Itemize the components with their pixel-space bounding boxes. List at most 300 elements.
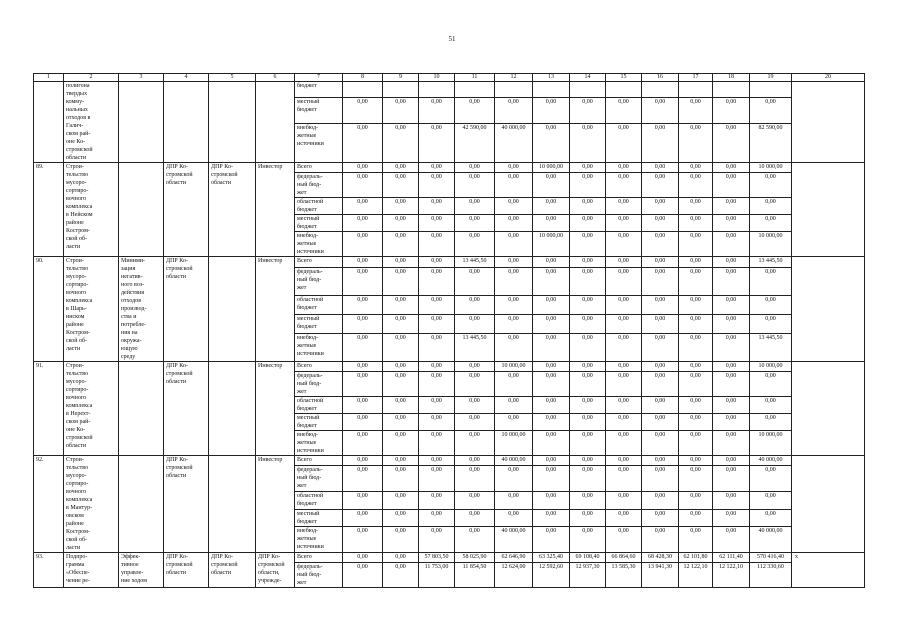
participant-role [256, 82, 295, 163]
amount-cell: 0,00 [570, 397, 606, 414]
amount-cell: 0,00 [713, 198, 750, 215]
amount-cell: 0,00 [679, 163, 713, 173]
column-number: 18 [713, 74, 750, 82]
column-number: 17 [679, 74, 713, 82]
amount-cell: 0,00 [419, 232, 455, 257]
amount-cell: 82 590,00 [750, 124, 792, 163]
amount-cell: 0,00 [383, 296, 419, 315]
amount-cell: 0,00 [606, 372, 642, 397]
amount-cell: 0,00 [642, 215, 679, 232]
item-name: Строи- тельство мусоро- сортиро- вочного комплекса в Мантур- овском районе Костром- ской об- ласти [64, 456, 119, 553]
amount-cell: 13 445,50 [750, 257, 792, 268]
column-number: 8 [343, 74, 383, 82]
amount-cell: 0,00 [713, 397, 750, 414]
indicator-note [792, 362, 865, 456]
amount-cell: 62 646,90 [495, 553, 533, 563]
amount-cell [679, 82, 713, 98]
amount-cell [383, 82, 419, 98]
amount-cell: 0,00 [419, 456, 455, 466]
amount-cell: 0,00 [679, 268, 713, 296]
amount-cell: 0,00 [383, 414, 419, 431]
amount-cell: 0,00 [679, 198, 713, 215]
amount-cell: 0,00 [750, 315, 792, 334]
column-number: 12 [495, 74, 533, 82]
amount-cell: 0,00 [642, 362, 679, 372]
amount-cell: 0,00 [419, 509, 455, 527]
amount-cell: 0,00 [495, 232, 533, 257]
amount-cell: 10 000,00 [533, 163, 570, 173]
amount-cell: 0,00 [343, 296, 383, 315]
amount-cell: 0,00 [713, 527, 750, 553]
amount-cell: 0,00 [419, 372, 455, 397]
amount-cell: 0,00 [455, 397, 495, 414]
amount-cell: 0,00 [750, 198, 792, 215]
amount-cell: 0,00 [570, 268, 606, 296]
amount-cell: 10 000,00 [495, 362, 533, 372]
amount-cell: 0,00 [713, 163, 750, 173]
amount-cell: 12 937,30 [570, 563, 606, 588]
indicator-note: х [792, 553, 865, 588]
amount-cell: 0,00 [679, 257, 713, 268]
amount-cell: 0,00 [383, 163, 419, 173]
amount-cell: 0,00 [383, 456, 419, 466]
amount-cell: 0,00 [343, 97, 383, 123]
funding-source: внебюд- жетные источники [295, 527, 343, 553]
amount-cell: 0,00 [495, 268, 533, 296]
item-goal: Миними- зация негатив- ного воз- действия отходов производ- ства и потребле- ния на окружа- ющую среду [119, 257, 164, 362]
co-executor [209, 82, 256, 163]
amount-cell: 0,00 [750, 97, 792, 123]
amount-cell: 0,00 [383, 124, 419, 163]
amount-cell: 0,00 [679, 372, 713, 397]
amount-cell: 0,00 [642, 414, 679, 431]
funding-source: Всего [295, 163, 343, 173]
amount-cell: 0,00 [642, 397, 679, 414]
amount-cell: 0,00 [642, 466, 679, 492]
amount-cell: 0,00 [455, 456, 495, 466]
amount-cell: 10 000,00 [533, 232, 570, 257]
responsible-executor: ДПР Ко- стромской области [164, 257, 209, 362]
amount-cell: 0,00 [455, 414, 495, 431]
column-number: 3 [119, 74, 164, 82]
amount-cell: 12 624,00 [495, 563, 533, 588]
funding-source: областной бюджет [295, 397, 343, 414]
amount-cell: 0,00 [606, 232, 642, 257]
amount-cell: 0,00 [419, 257, 455, 268]
amount-cell: 0,00 [533, 362, 570, 372]
amount-cell: 0,00 [606, 362, 642, 372]
indicator-note [792, 456, 865, 553]
amount-cell: 0,00 [606, 466, 642, 492]
amount-cell: 0,00 [419, 215, 455, 232]
amount-cell: 0,00 [533, 431, 570, 456]
amount-cell: 0,00 [713, 232, 750, 257]
item-name: Строи- тельство мусоро- сортиро- вочного комплекса в Шарь- инском районе Костром- ской об- ласти [64, 257, 119, 362]
amount-cell: 0,00 [343, 198, 383, 215]
amount-cell: 0,00 [606, 397, 642, 414]
column-number: 9 [383, 74, 419, 82]
amount-cell: 0,00 [606, 124, 642, 163]
amount-cell: 0,00 [679, 124, 713, 163]
amount-cell: 0,00 [343, 163, 383, 173]
amount-cell: 0,00 [713, 268, 750, 296]
funding-source: Всего [295, 456, 343, 466]
funding-source: внебюд- жетные источники [295, 232, 343, 257]
amount-cell: 0,00 [343, 466, 383, 492]
amount-cell: 0,00 [713, 215, 750, 232]
amount-cell: 0,00 [343, 397, 383, 414]
amount-cell: 0,00 [679, 97, 713, 123]
amount-cell: 0,00 [642, 124, 679, 163]
amount-cell: 0,00 [455, 97, 495, 123]
funding-source: внебюд- жетные источники [295, 124, 343, 163]
funding-source: местный бюджет [295, 97, 343, 123]
funding-source: внебюд- жетные источники [295, 431, 343, 456]
funding-source: федераль- ный бюд- жет [295, 173, 343, 198]
amount-cell: 0,00 [750, 509, 792, 527]
co-executor: ДПР Ко- стромской области [209, 553, 256, 588]
table-row [34, 82, 865, 98]
amount-cell: 0,00 [679, 456, 713, 466]
column-number: 13 [533, 74, 570, 82]
amount-cell: 0,00 [419, 466, 455, 492]
amount-cell: 10 000,00 [750, 232, 792, 257]
amount-cell: 0,00 [383, 509, 419, 527]
amount-cell: 0,00 [343, 456, 383, 466]
amount-cell: 0,00 [383, 232, 419, 257]
amount-cell: 0,00 [713, 296, 750, 315]
amount-cell: 0,00 [343, 124, 383, 163]
funding-source: федераль- ный бюд- жет [295, 372, 343, 397]
amount-cell: 0,00 [533, 173, 570, 198]
amount-cell: 0,00 [455, 527, 495, 553]
participant-role: Инвестор [256, 362, 295, 456]
amount-cell: 0,00 [383, 362, 419, 372]
amount-cell: 0,00 [455, 296, 495, 315]
amount-cell: 0,00 [343, 173, 383, 198]
amount-cell: 0,00 [343, 563, 383, 588]
amount-cell: 0,00 [679, 296, 713, 315]
item-number: 92. [34, 456, 64, 553]
amount-cell: 0,00 [642, 198, 679, 215]
amount-cell: 63 325,40 [533, 553, 570, 563]
amount-cell: 0,00 [750, 296, 792, 315]
participant-role: ДПР Ко- стромской области, учрежде- [256, 553, 295, 588]
amount-cell: 0,00 [570, 296, 606, 315]
amount-cell: 0,00 [606, 268, 642, 296]
column-number: 19 [750, 74, 792, 82]
amount-cell: 0,00 [679, 362, 713, 372]
amount-cell [533, 82, 570, 98]
amount-cell: 0,00 [570, 527, 606, 553]
amount-cell: 13 585,30 [606, 563, 642, 588]
funding-source: областной бюджет [295, 492, 343, 510]
amount-cell: 0,00 [679, 315, 713, 334]
amount-cell: 0,00 [750, 492, 792, 510]
amount-cell: 0,00 [495, 198, 533, 215]
amount-cell: 0,00 [419, 397, 455, 414]
amount-cell: 0,00 [533, 456, 570, 466]
amount-cell: 0,00 [455, 268, 495, 296]
amount-cell: 0,00 [383, 563, 419, 588]
amount-cell: 0,00 [343, 553, 383, 563]
amount-cell: 0,00 [679, 431, 713, 456]
column-number: 4 [164, 74, 209, 82]
amount-cell: 0,00 [495, 414, 533, 431]
amount-cell: 0,00 [419, 334, 455, 362]
amount-cell: 570 416,40 [750, 553, 792, 563]
item-goal [119, 163, 164, 257]
item-name: Строи- тельство мусоро- сортиро- вочного комплекса в Нерехт- ском рай- оне Ко- стромской области [64, 362, 119, 456]
participant-role: Инвестор [256, 456, 295, 553]
amount-cell: 0,00 [713, 509, 750, 527]
column-number: 6 [256, 74, 295, 82]
amount-cell: 0,00 [642, 334, 679, 362]
amount-cell: 0,00 [533, 257, 570, 268]
indicator-note [792, 82, 865, 163]
amount-cell: 0,00 [495, 397, 533, 414]
funding-source: местный бюджет [295, 414, 343, 431]
item-goal [119, 82, 164, 163]
amount-cell: 0,00 [606, 97, 642, 123]
amount-cell: 0,00 [606, 414, 642, 431]
amount-cell: 13 445,50 [455, 257, 495, 268]
amount-cell: 0,00 [606, 334, 642, 362]
amount-cell: 0,00 [533, 215, 570, 232]
amount-cell: 0,00 [455, 163, 495, 173]
amount-cell: 0,00 [455, 372, 495, 397]
amount-cell: 0,00 [419, 268, 455, 296]
amount-cell: 58 025,90 [455, 553, 495, 563]
co-executor [209, 362, 256, 456]
funding-source: областной бюджет [295, 296, 343, 315]
item-name: Подпро- грамма «Обеспе- чение ре- [64, 553, 119, 588]
column-number: 7 [295, 74, 343, 82]
amount-cell: 0,00 [713, 257, 750, 268]
item-name: полигона твердых комму- нальных отходов в Галич- ском рай- оне Ко- стромской области [64, 82, 119, 163]
amount-cell: 12 122,10 [679, 563, 713, 588]
funding-source: федераль- ный бюд- жет [295, 466, 343, 492]
amount-cell: 0,00 [455, 198, 495, 215]
amount-cell: 0,00 [642, 315, 679, 334]
amount-cell: 0,00 [679, 232, 713, 257]
amount-cell: 0,00 [679, 466, 713, 492]
amount-cell: 0,00 [642, 163, 679, 173]
amount-cell: 0,00 [383, 372, 419, 397]
amount-cell: 0,00 [750, 414, 792, 431]
amount-cell: 0,00 [455, 315, 495, 334]
amount-cell: 0,00 [495, 492, 533, 510]
amount-cell: 0,00 [606, 296, 642, 315]
item-goal [119, 362, 164, 456]
amount-cell: 0,00 [533, 315, 570, 334]
item-goal [119, 456, 164, 553]
co-executor: ДПР Ко- стромской области [209, 163, 256, 257]
amount-cell: 0,00 [570, 97, 606, 123]
amount-cell: 0,00 [455, 362, 495, 372]
item-number: 90. [34, 257, 64, 362]
amount-cell: 13 445,50 [455, 334, 495, 362]
amount-cell: 0,00 [679, 492, 713, 510]
amount-cell: 112 330,60 [750, 563, 792, 588]
amount-cell: 0,00 [495, 257, 533, 268]
amount-cell: 0,00 [533, 198, 570, 215]
amount-cell: 0,00 [570, 431, 606, 456]
amount-cell: 0,00 [495, 334, 533, 362]
amount-cell: 0,00 [419, 362, 455, 372]
amount-cell: 0,00 [533, 124, 570, 163]
amount-cell: 0,00 [750, 397, 792, 414]
amount-cell: 66 864,60 [606, 553, 642, 563]
amount-cell: 0,00 [383, 257, 419, 268]
amount-cell: 0,00 [713, 431, 750, 456]
column-number: 10 [419, 74, 455, 82]
column-number: 11 [455, 74, 495, 82]
amount-cell: 0,00 [713, 334, 750, 362]
amount-cell: 10 000,00 [750, 362, 792, 372]
amount-cell: 0,00 [606, 257, 642, 268]
amount-cell: 0,00 [343, 527, 383, 553]
amount-cell: 0,00 [383, 397, 419, 414]
amount-cell: 0,00 [533, 527, 570, 553]
funding-source: местный бюджет [295, 315, 343, 334]
amount-cell: 0,00 [713, 173, 750, 198]
amount-cell: 40 000,00 [495, 124, 533, 163]
table-row [34, 163, 865, 173]
amount-cell: 0,00 [533, 372, 570, 397]
amount-cell: 0,00 [642, 456, 679, 466]
amount-cell: 0,00 [533, 466, 570, 492]
amount-cell: 0,00 [570, 414, 606, 431]
amount-cell: 0,00 [533, 334, 570, 362]
amount-cell: 0,00 [570, 315, 606, 334]
amount-cell: 42 590,00 [455, 124, 495, 163]
column-number: 5 [209, 74, 256, 82]
responsible-executor [164, 82, 209, 163]
funding-source: федераль- ный бюд- жет [295, 563, 343, 588]
amount-cell: 0,00 [713, 124, 750, 163]
amount-cell [642, 82, 679, 98]
amount-cell [570, 82, 606, 98]
amount-cell: 0,00 [679, 334, 713, 362]
amount-cell: 0,00 [606, 215, 642, 232]
amount-cell: 0,00 [642, 257, 679, 268]
amount-cell: 0,00 [495, 466, 533, 492]
column-number: 20 [792, 74, 865, 82]
amount-cell: 0,00 [642, 232, 679, 257]
amount-cell: 0,00 [642, 173, 679, 198]
item-number: 93. [34, 553, 64, 588]
amount-cell: 0,00 [570, 173, 606, 198]
amount-cell: 0,00 [606, 315, 642, 334]
amount-cell: 0,00 [642, 492, 679, 510]
amount-cell: 40 000,00 [495, 527, 533, 553]
amount-cell: 0,00 [495, 215, 533, 232]
amount-cell: 0,00 [713, 492, 750, 510]
amount-cell: 0,00 [750, 268, 792, 296]
funding-source: внебюд- жетные источники [295, 334, 343, 362]
amount-cell: 0,00 [419, 315, 455, 334]
amount-cell: 0,00 [533, 397, 570, 414]
amount-cell: 0,00 [383, 466, 419, 492]
amount-cell: 12 592,60 [533, 563, 570, 588]
item-number [34, 82, 64, 163]
amount-cell: 0,00 [713, 456, 750, 466]
amount-cell: 0,00 [455, 431, 495, 456]
column-number: 14 [570, 74, 606, 82]
table-body [34, 74, 865, 588]
amount-cell: 0,00 [495, 163, 533, 173]
amount-cell: 0,00 [343, 334, 383, 362]
amount-cell: 0,00 [642, 372, 679, 397]
amount-cell: 40 000,00 [750, 527, 792, 553]
amount-cell: 0,00 [713, 315, 750, 334]
amount-cell: 68 428,30 [642, 553, 679, 563]
amount-cell: 0,00 [750, 372, 792, 397]
column-number: 2 [64, 74, 119, 82]
amount-cell: 0,00 [570, 509, 606, 527]
responsible-executor: ДПР Ко- стромской области [164, 456, 209, 553]
amount-cell: 0,00 [679, 414, 713, 431]
amount-cell: 0,00 [343, 509, 383, 527]
amount-cell: 0,00 [419, 163, 455, 173]
table-row [34, 362, 865, 372]
amount-cell [343, 82, 383, 98]
amount-cell: 0,00 [495, 97, 533, 123]
amount-cell: 0,00 [383, 492, 419, 510]
amount-cell: 0,00 [419, 414, 455, 431]
amount-cell: 10 000,00 [750, 431, 792, 456]
funding-source: областной бюджет [295, 198, 343, 215]
amount-cell: 0,00 [713, 372, 750, 397]
table-row [34, 456, 865, 466]
amount-cell: 0,00 [642, 97, 679, 123]
amount-cell: 0,00 [343, 257, 383, 268]
indicator-note [792, 257, 865, 362]
amount-cell: 0,00 [606, 456, 642, 466]
amount-cell: 0,00 [606, 198, 642, 215]
item-number: 91. [34, 362, 64, 456]
amount-cell [419, 82, 455, 98]
amount-cell: 0,00 [495, 315, 533, 334]
amount-cell: 0,00 [495, 509, 533, 527]
amount-cell: 0,00 [343, 492, 383, 510]
amount-cell: 0,00 [419, 198, 455, 215]
responsible-executor: ДПР Ко- стромской области [164, 362, 209, 456]
column-number: 1 [34, 74, 64, 82]
amount-cell: 0,00 [679, 173, 713, 198]
responsible-executor: ДПР Ко- стромской области [164, 163, 209, 257]
amount-cell: 0,00 [495, 372, 533, 397]
amount-cell: 0,00 [533, 492, 570, 510]
participant-role: Инвестор [256, 163, 295, 257]
amount-cell: 10 000,00 [750, 163, 792, 173]
amount-cell: 0,00 [343, 414, 383, 431]
participant-role: Инвестор [256, 257, 295, 362]
amount-cell: 69 108,40 [570, 553, 606, 563]
funding-source: бюджет [295, 82, 343, 98]
amount-cell: 0,00 [383, 334, 419, 362]
amount-cell: 10 000,00 [495, 431, 533, 456]
amount-cell: 0,00 [642, 296, 679, 315]
amount-cell: 12 122,10 [713, 563, 750, 588]
amount-cell: 0,00 [750, 466, 792, 492]
amount-cell: 0,00 [713, 362, 750, 372]
amount-cell: 0,00 [495, 173, 533, 198]
amount-cell: 0,00 [750, 215, 792, 232]
amount-cell: 0,00 [343, 215, 383, 232]
amount-cell: 0,00 [750, 173, 792, 198]
